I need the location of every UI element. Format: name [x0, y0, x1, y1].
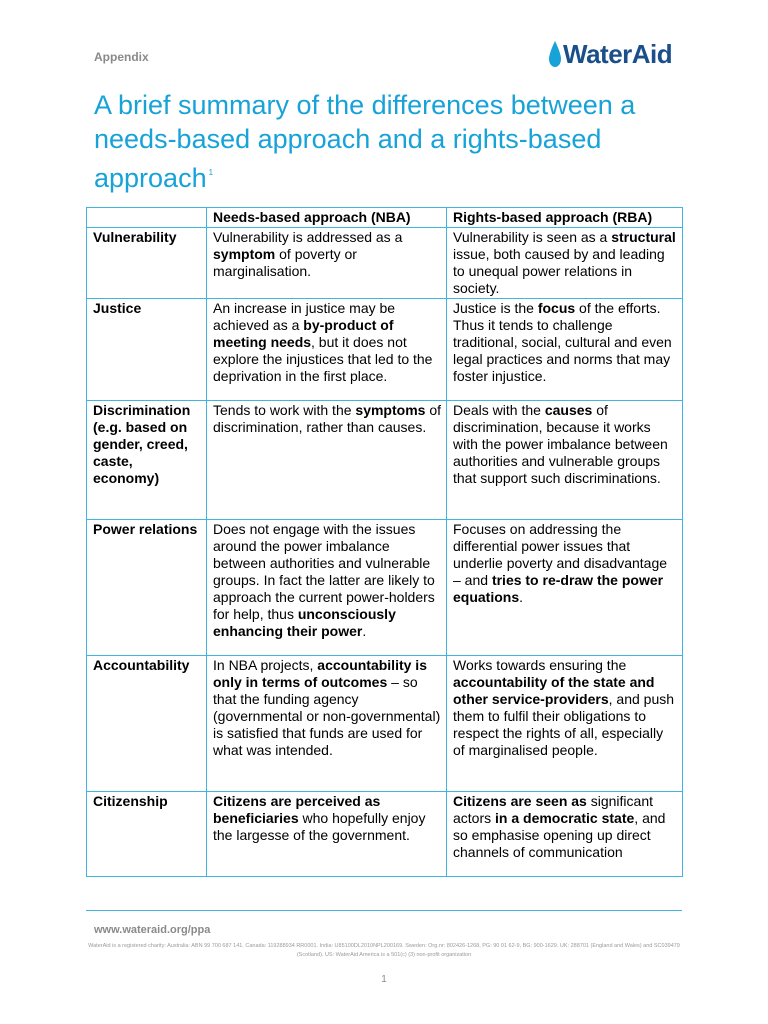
emphasis-text: tries to re-draw the power equations [453, 572, 664, 605]
emphasis-text: symptoms [355, 402, 426, 418]
cell-text: Focuses on addressing the differential power issues that underlie poverty and disadvantage – and [453, 521, 668, 588]
page-number: 1 [381, 974, 387, 985]
cell-text: Justice is the [453, 300, 538, 316]
rba-cell [447, 656, 683, 792]
table-header-row [87, 208, 683, 228]
table-row [87, 401, 683, 520]
rba-cell [447, 520, 683, 656]
footnote-mark: 1 [208, 168, 214, 177]
comparison-table [86, 207, 683, 877]
cell-text: . [519, 589, 524, 605]
emphasis-text: by-product of meeting needs [213, 317, 394, 350]
cell-text: of discrimination, because it works with the power imbalance between authorities and vulnerable groups that support such discriminations. [453, 402, 668, 486]
cell-text: , and push them to fulfil their obligations to respect the rights of all, especially of marginalised people. [453, 691, 675, 758]
cell-text: Deals with the [453, 402, 545, 418]
header-cell-empty [87, 208, 207, 228]
cell-text: of poverty or marginalisation. [213, 246, 357, 279]
cell-text: In NBA projects, [213, 657, 318, 673]
cell-text: who hopefully enjoy the largesse of the government. [213, 810, 426, 843]
nba-cell [207, 401, 447, 520]
cell-text: Tends to work with the [213, 402, 356, 418]
emphasis-text: focus [537, 300, 576, 316]
cell-text: , and so emphasise opening up direct channels of communication [453, 810, 666, 860]
page-title-text: A brief summary of the differences between a needs-based approach and a rights-based approach [94, 90, 636, 193]
cell-text: of discrimination, rather than causes. [213, 402, 442, 435]
emphasis-text: in a democratic state [495, 810, 635, 826]
rba-cell [447, 401, 683, 520]
emphasis-text: structural [611, 229, 676, 245]
nba-cell [207, 228, 447, 299]
logo [548, 38, 672, 70]
row-label: Accountability [87, 656, 207, 792]
water-drop-icon [548, 39, 562, 69]
row-label: Power relations [87, 520, 207, 656]
emphasis-text: accountability of the state and other service-providers [453, 674, 655, 707]
emphasis-text: accountability is only in terms of outcomes [213, 657, 427, 690]
footer-url[interactable]: www.wateraid.org/ppa [94, 924, 211, 936]
section-label: Appendix [94, 50, 149, 64]
rba-cell [447, 299, 683, 401]
table-row [87, 299, 683, 401]
emphasis-text: symptom [213, 246, 276, 262]
emphasis-text: unconsciously enhancing their power [213, 606, 396, 639]
rba-cell [447, 792, 683, 877]
cell-text: . [362, 623, 367, 639]
table-row [87, 520, 683, 656]
row-label: Vulnerability [87, 228, 207, 299]
cell-text: of the efforts. Thus it tends to challenge traditional, social, cultural and even legal practices and norms that may foster injustice. [453, 300, 672, 384]
nba-cell [207, 792, 447, 877]
nba-cell [207, 299, 447, 401]
cell-text: – so that the funding agency (governmental or non-governmental) is satisfied that funds are used for what was intended. [213, 674, 441, 758]
emphasis-text: Citizens are seen as [453, 793, 587, 809]
cell-text: issue, both caused by and leading to unequal power relations in society. [453, 246, 665, 296]
nba-cell [207, 520, 447, 656]
rba-cell [447, 228, 683, 299]
row-label: Discrimination (e.g. based on gender, creed, caste, economy) [87, 401, 207, 520]
table-row [87, 656, 683, 792]
logo-text: WaterAid [563, 38, 673, 69]
footer-divider [86, 910, 682, 911]
cell-text: significant actors [453, 793, 654, 826]
cell-text: Does not engage with the issues around the power imbalance between authorities and vulnerable groups. In fact the latter are likely to approach the current power-holders for help, thus [213, 521, 435, 622]
cell-text: , but it does not explore the injustices that led to the deprivation in the first place. [213, 334, 433, 384]
footer-registration: WaterAid is a registered charity: Australia: ABN 99 700 687 141. Canada: 119288934 RR0001. India: U85100DL2010NPL200169. Sweden: Org.nr: 802426-1268, PG: 90 01 62-9, BG: 900-1629. UK: 288701 (England and Wales) and SC039479 (Scotland). US: WaterAid America is a 501(c) (3) non-profit organization [88, 943, 680, 958]
header-cell-nba: Needs-based approach (NBA) [207, 208, 447, 228]
page-title [94, 88, 694, 195]
table-row [87, 792, 683, 877]
table-row [87, 228, 683, 299]
row-label: Justice [87, 299, 207, 401]
header-cell-rba: Rights-based approach (RBA) [447, 208, 683, 228]
emphasis-text: Citizens are perceived as beneficiaries [213, 793, 381, 826]
cell-text: Vulnerability is addressed as a [213, 229, 403, 245]
nba-cell [207, 656, 447, 792]
cell-text: Works towards ensuring the [453, 657, 627, 673]
cell-text: Vulnerability is seen as a [453, 229, 612, 245]
row-label: Citizenship [87, 792, 207, 877]
emphasis-text: causes [544, 402, 593, 418]
cell-text: An increase in justice may be achieved as a [213, 300, 396, 333]
